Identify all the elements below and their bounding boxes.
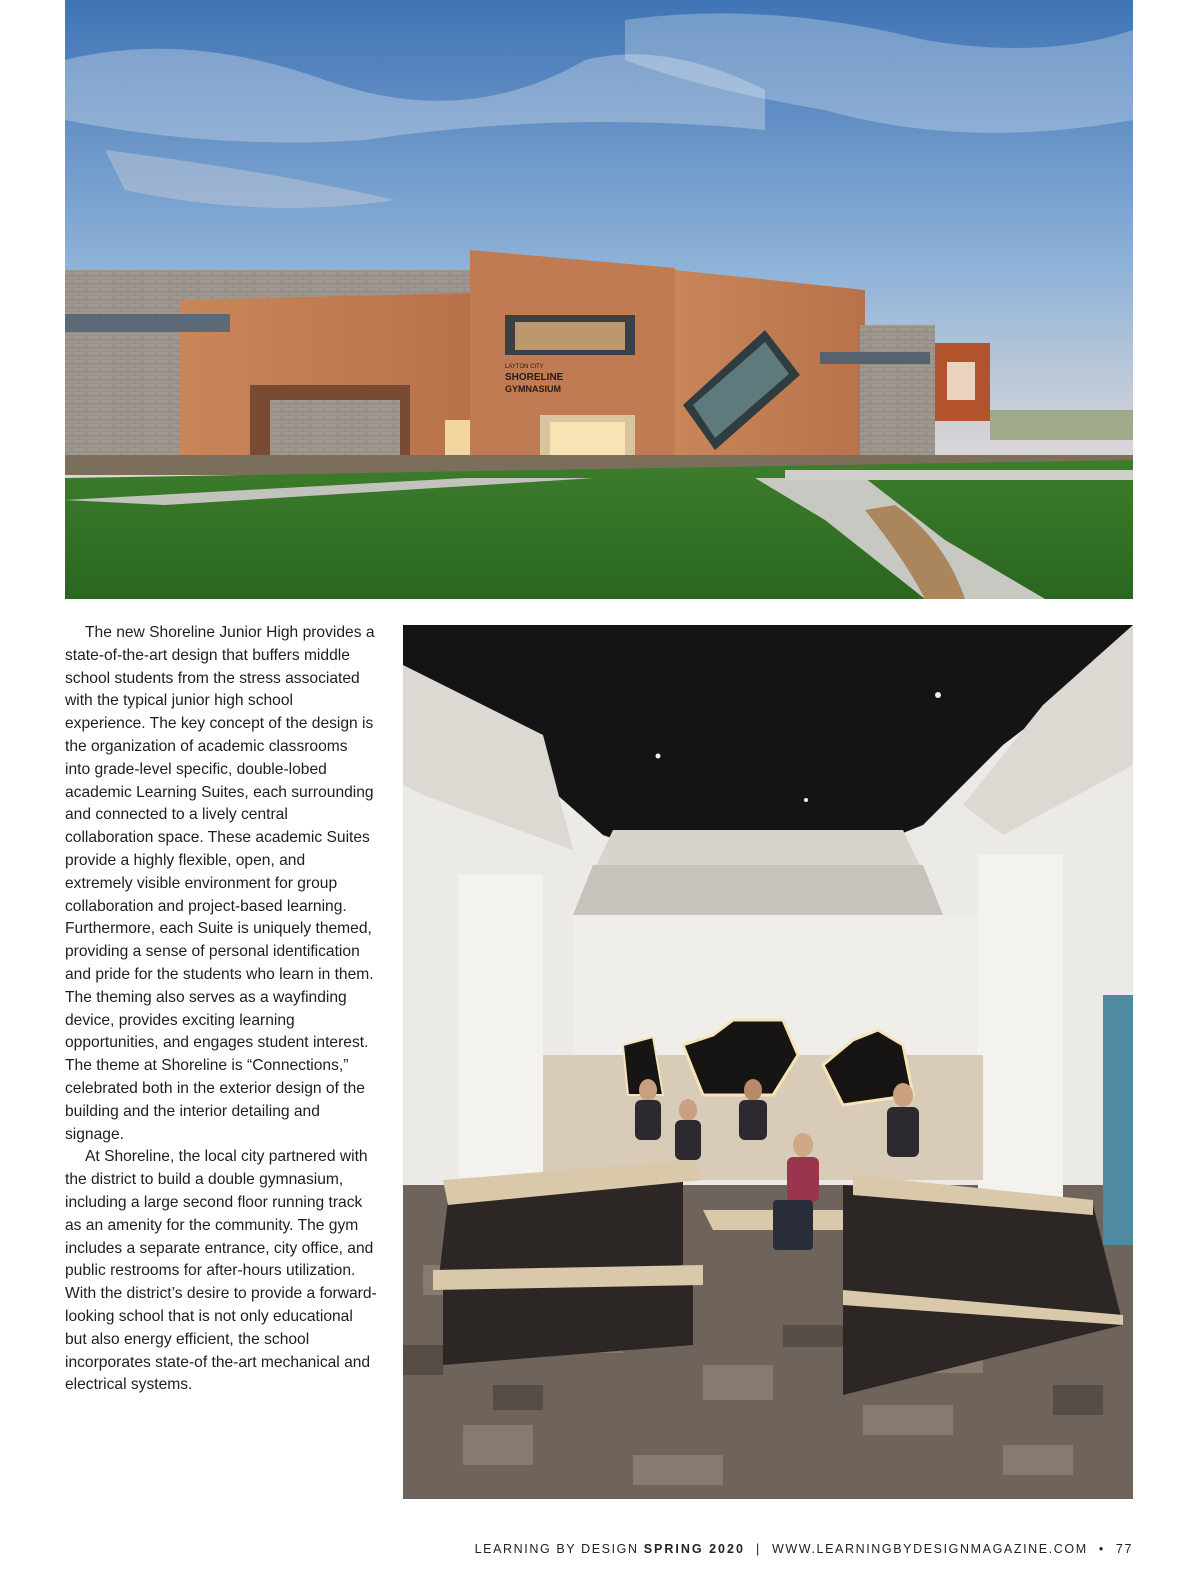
footer-issue: SPRING 2020 [643, 1542, 745, 1556]
hero-sign-line1: LAYTON CITY [505, 364, 544, 370]
footer-magazine-name: LEARNING BY DESIGN [474, 1542, 639, 1556]
article-paragraph-2: At Shoreline, the local city partnered with the district to build a double gymnasium, including a large second floor running track as an amenity for the community. The gym includes a separate entrance, city office, and public restrooms for after-hours utilization. With the district’s desire to provide a forward-looking school that is not only educational but also energy efficient, the school incorporates state-of the-art mechanical and electrical systems. [65, 1148, 377, 1394]
hero-sign-line2: SHORELINE [505, 372, 564, 383]
page-footer [475, 1542, 1133, 1556]
footer-website-link[interactable]: WWW.LEARNINGBYDESIGNMAGAZINE.COM [771, 1542, 1088, 1556]
article-paragraph-1: The new Shoreline Junior High provides a state-of-the-art design that buffers middle school students from the stress associated with the typical junior high school experience. The key concept of the design is the organization of academic classrooms into grade-level specific, double-lobed academic Learning Suites, each surrounding and connected to a lively central collaboration space. These academic Suites provide a highly flexible, open, and extremely visible environment for group collaboration and project-based learning. Furthermore, each Suite is uniquely themed, providing a sense of personal identification and pride for the students who learn in them. The theming also serves as a wayfinding device, provides exciting learning opportunities, and engages student interest. The theme at Shoreline is “Connections,” celebrated both in the exterior design of the building and the interior detailing and signage. [65, 624, 375, 1143]
footer-bullet: • [1098, 1542, 1105, 1556]
footer-page-number: 77 [1115, 1542, 1133, 1556]
learning-suite-interior-photo [403, 625, 1133, 1499]
hero-sign-line3: GYMNASIUM [505, 384, 561, 394]
article-body [65, 622, 377, 1397]
footer-separator: | [756, 1542, 761, 1556]
gymnasium-exterior-photo [65, 0, 1133, 599]
